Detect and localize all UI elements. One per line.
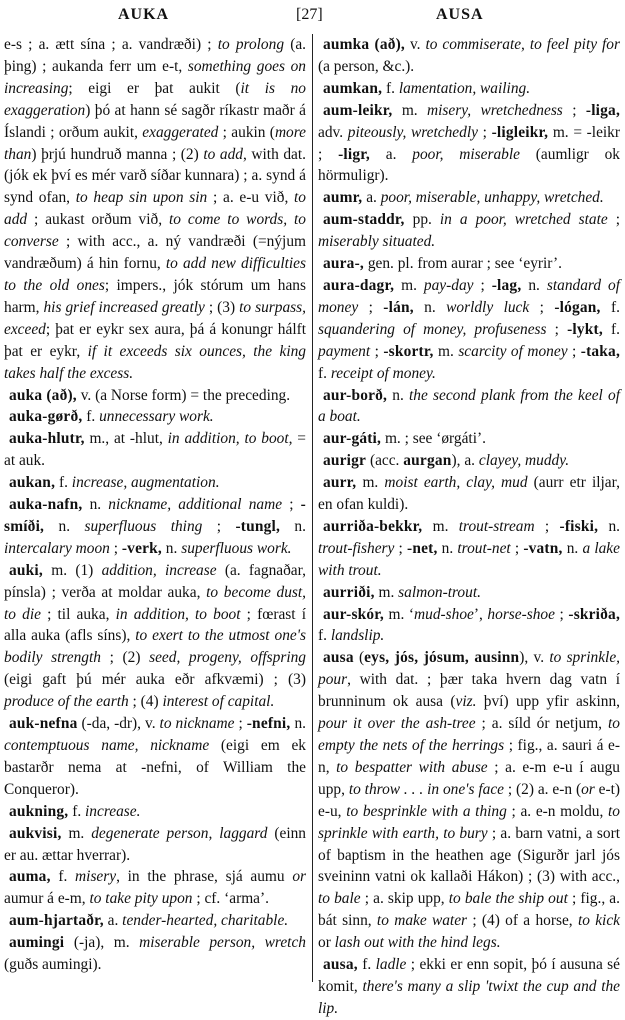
entry-text: m. bbox=[356, 474, 385, 492]
definition-text: seed, progeny, offspring bbox=[149, 649, 306, 667]
headword: -nefni, bbox=[246, 715, 291, 733]
entry-text: m. = -leikr ; bbox=[318, 123, 620, 163]
headword: -fiski, bbox=[559, 517, 599, 535]
entry-text: , with dat. ; þær taka hvern dag vatn í brunninum ok ausa ( bbox=[318, 671, 620, 711]
definition-text: payment bbox=[318, 342, 371, 360]
definition-text: his grief increased greatly bbox=[43, 298, 205, 316]
headword: aumr, bbox=[323, 189, 363, 207]
entry-text: f. bbox=[357, 956, 376, 974]
definition-text: lash out with the hind legs. bbox=[334, 934, 501, 952]
dictionary-entry bbox=[318, 253, 620, 275]
definition-text: squandering of money, profuseness bbox=[318, 320, 547, 338]
entry-text: ; bbox=[234, 715, 247, 733]
definition-text: to throw . . . in one's face bbox=[348, 780, 504, 798]
definition-text: salmon-trout. bbox=[398, 583, 481, 601]
entry-text: ’, bbox=[473, 605, 488, 623]
entry-text: v. (a Norse form) = the preceding. bbox=[76, 386, 291, 404]
entry-text: ( bbox=[353, 649, 365, 667]
dictionary-entry bbox=[318, 100, 620, 188]
dictionary-entry bbox=[318, 209, 620, 253]
entry-text: f. bbox=[382, 79, 399, 97]
headword: aumka (að), bbox=[323, 36, 405, 53]
definition-text: miserably situated. bbox=[318, 233, 436, 251]
definition-text: worldly luck bbox=[446, 298, 530, 316]
entry-text: ; eigi er þat aukit ( bbox=[68, 79, 241, 97]
definition-text: to prolong bbox=[217, 36, 285, 53]
definition-text: misery bbox=[75, 868, 117, 886]
entry-text: (-da, -dr), v. bbox=[77, 715, 160, 733]
entry-text: ; bbox=[202, 517, 236, 535]
dictionary-entry bbox=[318, 428, 620, 450]
definition-text: to exert to the utmost one's bodily strength bbox=[4, 627, 306, 667]
definition-text: moist earth, clay, mud bbox=[384, 474, 528, 492]
definition-text: in addition, to boot, bbox=[167, 430, 293, 448]
definition-text: to commiserate, to feel pity for bbox=[425, 36, 620, 53]
dictionary-entry bbox=[4, 560, 306, 713]
definition-text: in addition, to boot bbox=[115, 605, 241, 623]
definition-text: degenerate person, laggard bbox=[91, 824, 268, 842]
entry-text: ; bbox=[546, 320, 568, 338]
headword: -tungl, bbox=[235, 517, 281, 535]
entry-text: f. bbox=[318, 627, 331, 645]
headword: auki, bbox=[9, 561, 43, 579]
definition-text: addition, increase bbox=[101, 561, 217, 579]
entry-text: ; bbox=[567, 342, 581, 360]
definition-text: superfluous work. bbox=[181, 539, 292, 557]
entry-text: ; aukin ( bbox=[218, 123, 275, 141]
entry-text: m. (1) bbox=[42, 561, 102, 579]
headword: aura-dagr, bbox=[323, 276, 395, 294]
definition-text: to sprinkle, pour bbox=[318, 649, 620, 689]
definition-text: to bespatter with abuse bbox=[336, 758, 488, 776]
dictionary-entry bbox=[4, 823, 306, 867]
headword: -skriða, bbox=[568, 605, 620, 623]
definition-text: something goes on increasing bbox=[4, 57, 306, 97]
headword: aur-skór, bbox=[323, 605, 384, 623]
definition-text: poor, miserable, unhappy, wretched. bbox=[380, 189, 604, 207]
dictionary-entry bbox=[4, 713, 306, 801]
dictionary-entry bbox=[4, 494, 306, 560]
entry-text: (-ja), m. bbox=[64, 934, 140, 952]
entry-text: ; (2) bbox=[100, 649, 150, 667]
headword: auka-nafn, bbox=[9, 496, 83, 514]
definition-text: viz. bbox=[455, 693, 477, 711]
entry-text: ; aukast orðum við, bbox=[27, 211, 169, 229]
definition-text: to sprinkle with earth, to bury bbox=[318, 802, 620, 842]
entry-text: (einn er au. ættar hverrar). bbox=[4, 824, 306, 864]
entry-text: m. bbox=[61, 824, 92, 842]
entry-text: n. bbox=[413, 298, 447, 316]
entry-text: (eigi em ek bastarðr nema at -nefni, of William the Conqueror). bbox=[4, 737, 306, 798]
entry-text: n. bbox=[387, 386, 410, 404]
dictionary-entry bbox=[318, 34, 620, 78]
headword: -verk, bbox=[121, 539, 162, 557]
entry-text: n. bbox=[161, 539, 182, 557]
definition-text: receipt of money. bbox=[330, 364, 436, 382]
headword: auka-hlutr, bbox=[9, 430, 85, 448]
definition-text: nickname, additional name bbox=[108, 496, 283, 514]
dictionary-entry bbox=[318, 582, 620, 604]
entry-text: f. bbox=[50, 868, 76, 886]
right-column bbox=[318, 34, 620, 1020]
entry-text: pp. bbox=[404, 211, 440, 229]
definition-text: unnecessary work. bbox=[99, 408, 214, 426]
definition-text: to surpass, exceed bbox=[4, 298, 306, 338]
running-head-right: AUSA bbox=[436, 6, 484, 23]
entry-text: ; bbox=[534, 517, 560, 535]
headword: ausa bbox=[323, 649, 354, 667]
definition-text: increase, augmentation. bbox=[71, 474, 220, 492]
entry-text: n. bbox=[521, 276, 547, 294]
definition-text: landslip. bbox=[330, 627, 385, 645]
definition-text: to come to words, to converse bbox=[4, 211, 306, 251]
entry-text: ; bbox=[477, 123, 492, 141]
entry-text: ), v. bbox=[519, 649, 550, 667]
headword: -liga, bbox=[585, 101, 620, 119]
headword: aurriða-bekkr, bbox=[323, 517, 423, 535]
left-column bbox=[4, 34, 306, 976]
definition-text: to become dust, to die bbox=[4, 583, 307, 623]
entry-text: m. ‘ bbox=[383, 605, 415, 623]
headword: aurigr bbox=[323, 452, 367, 470]
definition-text: or bbox=[581, 780, 595, 798]
entry-text: ; fœrast í alla auka (afls síns), bbox=[4, 605, 307, 645]
entry-text: ), a. bbox=[451, 452, 479, 470]
entry-text: f. bbox=[55, 474, 72, 492]
dictionary-entry bbox=[318, 187, 620, 209]
entry-text: n. bbox=[598, 517, 621, 535]
dictionary-entry bbox=[4, 428, 306, 472]
entry-text: því) upp yfir askinn, bbox=[476, 693, 620, 711]
definition-text: to nickname bbox=[159, 715, 235, 733]
headword: auka-gørð, bbox=[9, 408, 83, 426]
running-head-left: AUKA bbox=[118, 6, 170, 23]
entry-text: ; (4) bbox=[128, 693, 163, 711]
headword: aur-borð, bbox=[323, 386, 388, 404]
entry-text: v. bbox=[404, 36, 426, 53]
entry-text: ; a. síld ór netjum, bbox=[475, 715, 609, 733]
definition-text: trout-fishery bbox=[318, 539, 395, 557]
headword: aurr, bbox=[323, 474, 357, 492]
entry-text: m. bbox=[392, 101, 428, 119]
definition-text: lamentation, wailing. bbox=[398, 79, 531, 97]
definition-text: horse-shoe bbox=[487, 605, 555, 623]
definition-text: intercalary moon bbox=[4, 539, 110, 557]
headword: -skortr, bbox=[383, 342, 434, 360]
dictionary-entry bbox=[4, 385, 306, 407]
dictionary-entry bbox=[318, 647, 620, 954]
entry-text: ; with acc., a. ný vandræði (=nýjum vandræðum) á hin fornu, bbox=[4, 233, 306, 273]
definition-text: piteously, wretchedly bbox=[347, 123, 478, 141]
definition-text: tender-hearted, charitable. bbox=[122, 912, 289, 930]
headword: eys, jós, jósum, ausinn bbox=[364, 649, 520, 667]
definition-text: there's many a slip 'twixt the cup and the lip. bbox=[318, 977, 620, 1017]
entry-text: ; til auka, bbox=[40, 605, 116, 623]
entry-text: a. bbox=[362, 189, 381, 207]
headword: aumkan, bbox=[323, 79, 383, 97]
definition-text: it is no exaggeration bbox=[4, 79, 306, 119]
headword: -taka, bbox=[580, 342, 620, 360]
entry-text: ; a. e-n moldu, bbox=[506, 802, 609, 820]
dictionary-entry bbox=[318, 954, 620, 1020]
definition-text: produce of the earth bbox=[4, 693, 129, 711]
entry-text: a. bbox=[369, 145, 413, 163]
entry-text: ; bbox=[607, 211, 621, 229]
entry-text: ; cf. ‘arma’. bbox=[192, 890, 269, 908]
definition-text: more than bbox=[4, 123, 306, 163]
dictionary-entry bbox=[318, 516, 620, 582]
page-number: [27] bbox=[296, 6, 323, 23]
definition-text: to besprinkle with a thing bbox=[346, 802, 507, 820]
entry-text: (aumligr ok hörmuligr). bbox=[318, 145, 620, 185]
entry-text: (acc. bbox=[366, 452, 404, 470]
entry-text: ; bbox=[529, 298, 555, 316]
dictionary-entry bbox=[318, 385, 620, 429]
definition-text: to add bbox=[203, 145, 243, 163]
entry-text: ; þat er eykr sex aura, þá á konungr hálft þat er eykr, bbox=[4, 320, 306, 360]
definition-text: to empty the nets of the herrings bbox=[318, 715, 620, 754]
dictionary-entry bbox=[4, 801, 306, 823]
definition-text: to kick bbox=[577, 912, 620, 930]
entry-text: e-s ; a. ætt sína ; a. vandræði) ; bbox=[4, 36, 218, 53]
entry-text: ; bbox=[358, 298, 384, 316]
definition-text: misery, wretchedness bbox=[427, 101, 563, 119]
headword: aukning, bbox=[9, 802, 69, 820]
headword: -lykt, bbox=[567, 320, 603, 338]
headword: aura-, bbox=[323, 255, 364, 273]
headword: -ligleikr, bbox=[491, 123, 549, 141]
headword: aurriði, bbox=[323, 583, 375, 601]
dictionary-entry bbox=[318, 450, 620, 472]
definition-text: trout-stream bbox=[458, 517, 535, 535]
entry-text: ; a. barn vatni, a sort of baptism in the heathen age (Sigurðr jarl jós sveininn vatni ok kallaði Hákon) ; (3) with acc., bbox=[318, 824, 620, 886]
definition-text: scarcity of money bbox=[458, 342, 568, 360]
dictionary-entry bbox=[4, 932, 306, 976]
entry-text: (eigi gaft þú mér auka eðr afkvæmi) ; (3) bbox=[4, 671, 306, 689]
definition-text: to heap sin upon sin bbox=[75, 189, 208, 207]
definition-text: to bale bbox=[318, 890, 361, 908]
entry-text: = at auk. bbox=[4, 430, 306, 470]
definition-text: ladle bbox=[375, 956, 407, 974]
entry-text: m. ; see ‘ørgáti’. bbox=[381, 430, 486, 448]
dictionary-entry bbox=[4, 34, 306, 385]
entry-text: adv. bbox=[318, 123, 348, 141]
headword: -vatn, bbox=[523, 539, 563, 557]
entry-text: n. bbox=[44, 517, 85, 535]
headword: aumingi bbox=[9, 934, 65, 952]
entry-text: ; a. skip upp, bbox=[360, 890, 449, 908]
definition-text: pay-day bbox=[423, 276, 474, 294]
entry-text: (guðs aumingi). bbox=[4, 956, 102, 974]
entry-text: m. bbox=[374, 583, 399, 601]
entry-text: n. bbox=[82, 496, 109, 514]
headword: aurgan bbox=[403, 452, 452, 470]
dictionary-entry bbox=[4, 472, 306, 494]
entry-text: m. bbox=[422, 517, 459, 535]
definition-text: contemptuous name, nickname bbox=[4, 737, 210, 754]
headword: -lán, bbox=[383, 298, 414, 316]
definition-text: superfluous thing bbox=[84, 517, 203, 535]
headword: auk-nefna bbox=[9, 715, 78, 733]
headword: -smíði, bbox=[4, 496, 306, 535]
definition-text: mud-shoe bbox=[414, 605, 474, 623]
entry-text: ; a. e-u við, bbox=[207, 189, 295, 207]
dictionary-entry bbox=[318, 604, 620, 648]
definition-text: or bbox=[292, 868, 307, 886]
headword: -lag, bbox=[491, 276, 522, 294]
dictionary-entry bbox=[318, 275, 620, 385]
definition-text: exaggerated bbox=[142, 123, 219, 141]
headword: auma, bbox=[9, 868, 51, 886]
entry-text: ; bbox=[282, 496, 301, 514]
entry-text: f. bbox=[602, 320, 620, 338]
headword: -lógan, bbox=[554, 298, 601, 316]
headword: aur-gáti, bbox=[323, 430, 382, 448]
dictionary-entry bbox=[318, 78, 620, 100]
definition-text: poor, miserable bbox=[412, 145, 520, 163]
entry-text: ; bbox=[370, 342, 384, 360]
headword: aum-hjartaðr, bbox=[9, 912, 104, 930]
entry-text: ; bbox=[109, 539, 122, 557]
definition-text: pour it over the ash-tree bbox=[318, 715, 476, 733]
entry-text: f. bbox=[318, 364, 331, 382]
entry-text: m. bbox=[433, 342, 459, 360]
entry-text: ; bbox=[473, 276, 492, 294]
headword: ausa, bbox=[323, 956, 358, 974]
entry-text: n. bbox=[290, 715, 306, 733]
entry-text: (a. fagnaðar, pínsla) ; verða at moldar auka, bbox=[4, 561, 306, 601]
definition-text: interest of capital. bbox=[162, 693, 275, 711]
entry-text: , with dat. (jók ek því es mér varð síðar kunnara) ; a. synd á synd ofan, bbox=[4, 145, 306, 207]
entry-text: ; bbox=[554, 605, 569, 623]
definition-text: trout-net bbox=[457, 539, 511, 557]
headword: aukvisi, bbox=[9, 824, 62, 842]
entry-text: ; bbox=[510, 539, 524, 557]
column-divider bbox=[312, 34, 313, 982]
entry-text: gen. pl. from aurar ; see ‘eyrir’. bbox=[363, 255, 562, 273]
definition-text: to take pity upon bbox=[89, 890, 193, 908]
definition-text: increase. bbox=[85, 802, 141, 820]
definition-text: to add new difficulties to the old ones bbox=[4, 255, 306, 294]
definition-text: clayey, muddy. bbox=[478, 452, 570, 470]
definition-text: to make water bbox=[376, 912, 468, 930]
headword: aukan, bbox=[9, 474, 56, 492]
definition-text: miserable person, wretch bbox=[139, 934, 306, 952]
entry-text: (a person, &c.). bbox=[318, 57, 415, 75]
definition-text: standard of money bbox=[318, 276, 621, 316]
entry-text: ) þó at hann sé sagðr ríkastr maðr á Íslandi ; orðum aukit, bbox=[4, 101, 306, 141]
entry-text: a. bbox=[103, 912, 123, 930]
definition-text: a lake with trout. bbox=[318, 539, 620, 579]
definition-text: to bale the ship out bbox=[448, 890, 568, 908]
headword: -ligr, bbox=[338, 145, 370, 163]
headword: aum-leikr, bbox=[323, 101, 393, 119]
entry-text: ; bbox=[562, 101, 586, 119]
entry-text: ; impers., jók stórum um hans harm, bbox=[4, 276, 306, 316]
entry-text: f. bbox=[68, 802, 86, 820]
entry-text: ; (3) bbox=[204, 298, 240, 316]
definition-text: the second plank from the keel of a boat. bbox=[318, 386, 620, 426]
dictionary-entry bbox=[4, 866, 306, 910]
entry-text: f. bbox=[82, 408, 100, 426]
entry-text: ; ekki er enn sopit, þó í ausuna sé komit, bbox=[318, 956, 620, 995]
definition-text: if it exceeds six ounces, the king takes half the excess. bbox=[4, 342, 306, 382]
entry-text: f. bbox=[600, 298, 620, 316]
entry-text: , in the phrase, sjá aumu bbox=[116, 868, 293, 886]
definition-text: in a poor, wretched state bbox=[439, 211, 608, 229]
entry-text: or bbox=[318, 934, 335, 952]
entry-text: ) þrjú hundruð manna ; (2) bbox=[31, 145, 204, 163]
definition-text: to add bbox=[4, 189, 307, 229]
entry-text: (aurr etr iljar, en ofan kuldi). bbox=[318, 474, 620, 514]
entry-text: ; a. e-m e-u í augu upp, bbox=[318, 758, 620, 798]
headword: auka (að), bbox=[9, 386, 77, 404]
dictionary-entry bbox=[318, 472, 620, 516]
dictionary-entry bbox=[4, 406, 306, 428]
entry-text: n. bbox=[437, 539, 458, 557]
entry-text: ; bbox=[394, 539, 407, 557]
entry-text: e-t) e-u, bbox=[318, 780, 621, 820]
entry-text: m. bbox=[394, 276, 424, 294]
entry-text: ; fig., a. sauri á e-n, bbox=[318, 737, 620, 776]
dictionary-entry bbox=[4, 910, 306, 932]
entry-text: (a. þing) ; aukanda ferr um e-t, bbox=[4, 36, 307, 75]
entry-text: n. bbox=[562, 539, 583, 557]
entry-text: m., at -hlut, bbox=[84, 430, 168, 448]
entry-text: n. bbox=[280, 517, 306, 535]
entry-text: ; (4) of a horse, bbox=[467, 912, 578, 930]
entry-text: aumur á e-m, bbox=[4, 890, 90, 908]
entry-text: ; (2) a. e-n ( bbox=[503, 780, 582, 798]
headword: -net, bbox=[407, 539, 438, 557]
headword: aum-staddr, bbox=[323, 211, 405, 229]
entry-text: ; fig., a. bát sinn, bbox=[318, 890, 620, 930]
